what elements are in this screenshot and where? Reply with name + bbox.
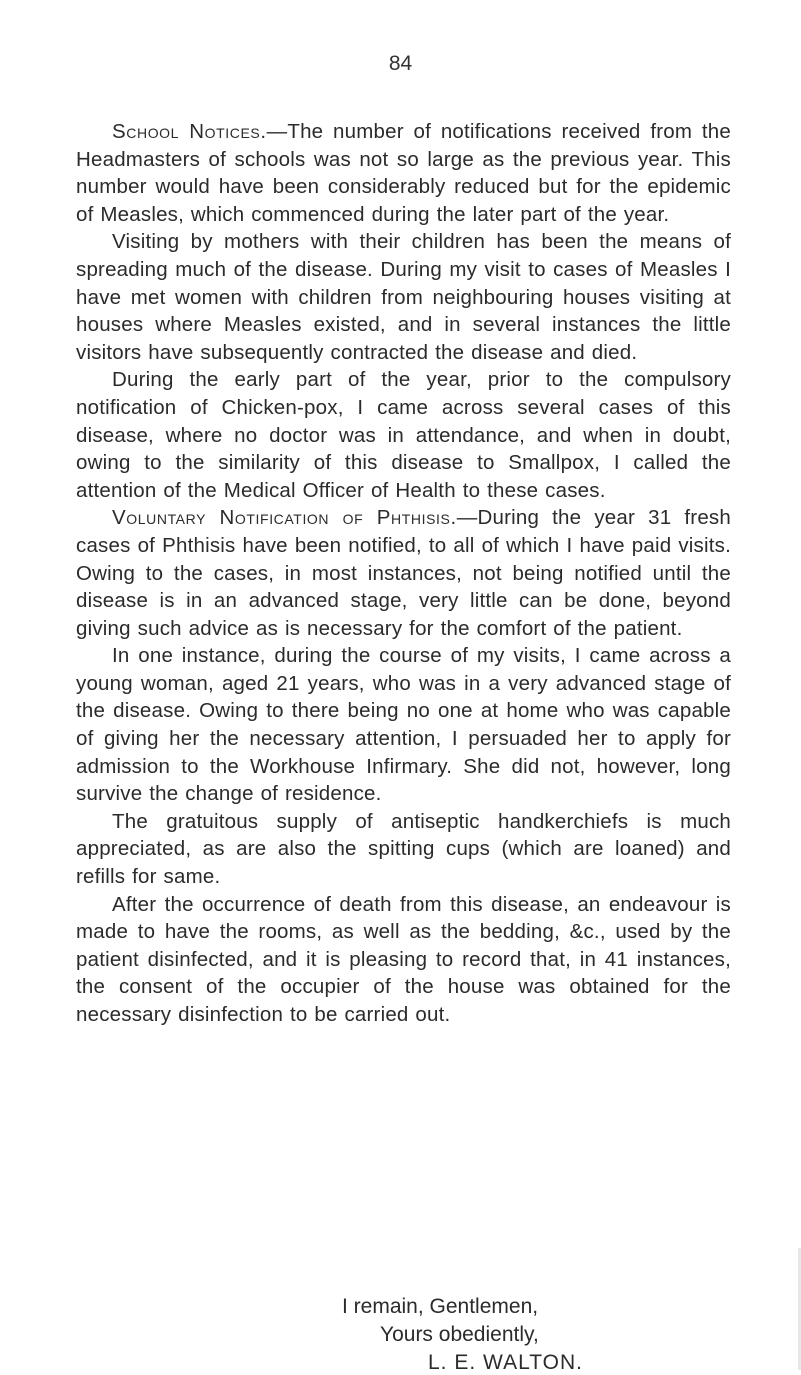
paragraph-text: —During the year 31 fresh cases of Phthisis have been notified, to all of which I have paid visits. Owing to the cases, in most instances, not being notified until the disease is in an advanced stage, very little can be done, beyond giving such advice as is necessary for the comfort of the patient. [76,506,731,640]
page-number: 84 [388,52,413,75]
paragraph-handkerchiefs [76,808,731,891]
paragraph-text: —The number of notifications received from the Headmasters of schools was not so large as the previous year. This number would have been considerably reduced but for the epidemic of Measles, which commenced during the later part of the year. [76,120,731,226]
paragraph-disinfection [76,891,731,1029]
closing-yours: Yours obediently, [380,1323,539,1346]
signature: L. E. WALTON. [428,1351,583,1374]
closing-remain: I remain, Gentlemen, [342,1295,539,1318]
section-heading-phthisis: Voluntary Notification of Phthisis. [112,506,457,530]
section-heading-school-notices: School Notices. [112,120,267,143]
paragraph-chicken-pox [76,366,731,504]
paragraph-text: The gratuitous supply of antiseptic handkerchiefs is much appreciated, as are also the spitting cups (which are loaned) and refills for same. [76,809,731,889]
body-text [76,118,731,1029]
paragraph-young-woman [76,642,731,808]
paragraph-text: In one instance, during the course of my visits, I came across a young woman, aged 21 years, who was in a very advanced stage of the disease. Owing to there being no one at home who was capable of giving her the necessary attention, I persuaded her to apply for admission to the Workhouse Infirmary. She did not, however, long survive the change of residence. [76,644,731,806]
paragraph-text: After the occurrence of death from this disease, an endeavour is made to have the rooms, as well as the bedding, &c., used by the patient disinfected, and it is pleasing to record that, in 41 instances, the consent of the occupier of the house was obtained for the necessary disinfection to be carried out. [76,892,731,1026]
paragraph-text: Visiting by mothers with their children has been the means of spreading much of the disease. During my visit to cases of Measles I have met women with children from neighbouring houses visiting at houses where Measles existed, and in several instances the little visitors have subsequently contracted the disease and died. [76,230,731,364]
paragraph-text: During the early part of the year, prior to the compulsory notification of Chicken-pox, I came across several cases of this disease, where no doctor was in attendance, and when in doubt, owing to the similarity of this disease to Smallpox, I called the attention of the Medical Officer of Health to these cases. [76,368,731,502]
paragraph-phthisis [76,504,731,642]
paragraph-school-notices [76,118,731,228]
paragraph-visiting [76,228,731,366]
